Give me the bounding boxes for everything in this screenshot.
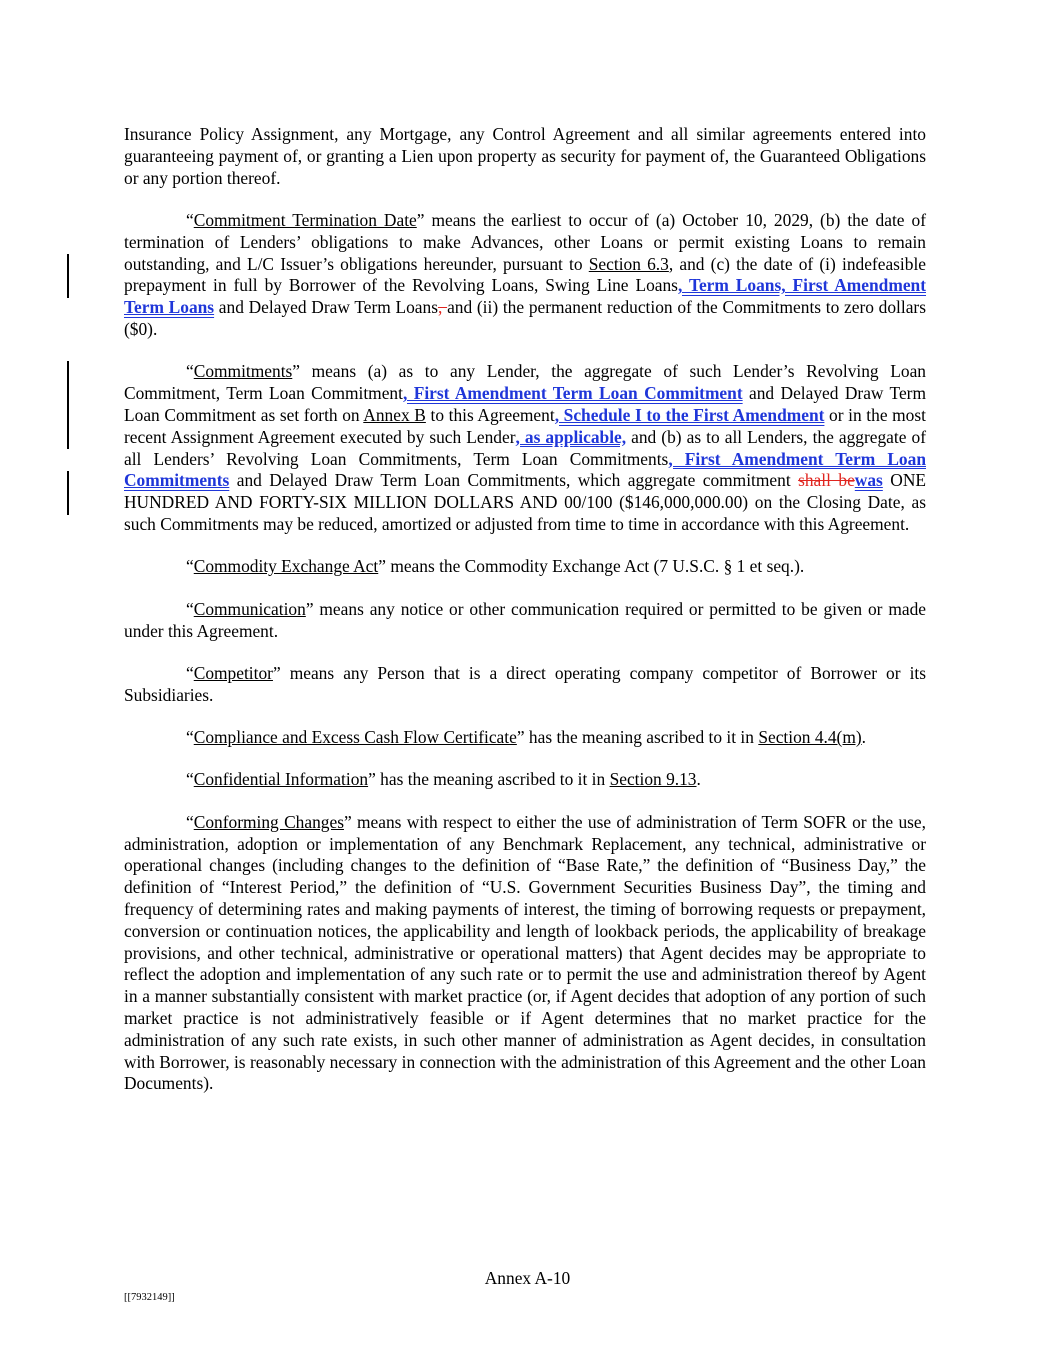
definition-text: , and (c) the date of (i) indefeasible prepayment in full by Borrower of the Revolving Loans, Swing Line Loans — [124, 253, 927, 296]
paragraph-text: Insurance Policy Assignment, any Mortgage, any Control Agreement and all similar agreements entered into guaranteeing payment of, or granting a Lien upon property as security for payment of, the Guaranteed Obligations or any portion thereof. — [124, 124, 926, 188]
defined-term: Compliance and Excess Cash Flow Certificate — [193, 727, 517, 748]
definition-commodity-exchange-act — [124, 556, 926, 578]
definition-text: to this Agreement — [425, 404, 555, 425]
change-bar — [67, 276, 69, 298]
document-page — [124, 124, 926, 1116]
definition-text: ” has the meaning ascribed to it in — [368, 769, 610, 790]
definition-competitor — [124, 663, 926, 707]
defined-term: Commodity Exchange Act — [193, 556, 379, 577]
defined-term: Confidential Information — [193, 769, 369, 790]
definition-text: and Delayed Draw Term Loan Commitment as set forth on — [124, 383, 926, 425]
section-reference: Section 6.3 — [588, 253, 669, 274]
definition-text: and Delayed Draw Term Loan Commitments, which aggregate commitment — [229, 470, 799, 491]
open-quote: “ — [186, 556, 194, 577]
definition-communication — [124, 599, 926, 643]
change-bar — [67, 493, 69, 515]
definition-text: ” means (a) as to any Lender, the aggregate of such Lender’s Revolving Loan Commitment, Term Loan Commitment — [124, 361, 926, 404]
open-quote: “ — [186, 727, 194, 748]
change-bar — [67, 254, 69, 276]
page-footer-label: Annex A-10 — [484, 1268, 571, 1288]
paragraph-continuation — [124, 124, 926, 189]
definition-text: . — [861, 727, 867, 748]
open-quote: “ — [186, 598, 194, 619]
inserted-text: , Term Loans, First Amendment Term Loans — [124, 275, 926, 318]
definition-text: ONE HUNDRED AND FORTY-SIX MILLION DOLLARS AND 00/100 ($146,000,000.00) on the Closing Date, as such Commitments may be reduced, amortized or adjusted from time to time in accordance with this Agreement. — [124, 470, 927, 534]
definition-compliance-certificate — [124, 727, 926, 749]
definition-text: ” means any Person that is a direct operating company competitor of Borrower or its Subsidiaries. — [124, 662, 926, 705]
definition-text: and Delayed Draw Term Loans — [214, 297, 438, 318]
annex-reference: Annex B — [363, 404, 426, 425]
defined-term: Commitments — [193, 361, 293, 382]
inserted-text: was — [854, 470, 883, 491]
definition-text: or in the most recent Assignment Agreement executed by such Lender — [124, 404, 926, 447]
definition-conforming-changes — [124, 812, 926, 1095]
definition-text: ” means the earliest to occur of (a) October 10, 2029, (b) the date of termination of Lenders’ obligations to make Advances, other Loans or permit existing Loans to remain outstanding, and L/C Issuer’s obligations hereunder, pursuant to — [124, 209, 926, 274]
defined-term: Conforming Changes — [193, 811, 344, 832]
definition-commitments — [124, 361, 926, 535]
section-reference: Section 4.4(m) — [758, 727, 862, 748]
open-quote: “ — [186, 209, 194, 230]
definition-text: and (ii) the permanent reduction of the Commitments to zero dollars ($0). — [124, 297, 926, 339]
change-bar — [67, 405, 69, 427]
inserted-text: , Schedule I to the First Amendment — [554, 404, 825, 425]
definition-text: and (b) as to all Lenders, the aggregate of all Lenders’ Revolving Loan Commitments, Term Loan Commitments — [124, 426, 926, 469]
change-bar — [67, 427, 69, 449]
document-id: [[7932149]] — [124, 1292, 175, 1303]
open-quote: “ — [186, 769, 194, 790]
deleted-text: , — [437, 297, 448, 318]
defined-term: Competitor — [193, 662, 273, 683]
definition-text: . — [696, 769, 701, 790]
deleted-text: shall be — [798, 470, 855, 491]
defined-term: Commitment Termination Date — [193, 209, 417, 230]
change-bar — [67, 361, 69, 405]
definition-text: ” means the Commodity Exchange Act (7 U.S.C. § 1 et seq.). — [378, 556, 805, 577]
open-quote: “ — [186, 811, 194, 832]
section-reference: Section 9.13 — [609, 769, 697, 790]
open-quote: “ — [186, 662, 194, 683]
definition-confidential-information — [124, 769, 926, 791]
definition-text: ” means with respect to either the use of administration of Term SOFR or the use, administration, adoption or implementation of any Benchmark Replacement, any technical, administrative or operational changes (including changes to the definition of “Base Rate,” the definition of “Business Day,” the definition of “Interest Period,” the definition of “U.S. Government Securities Business Day”, the timing and frequency of determining rates and making payments of interest, the timing of borrowing requests or prepayment, conversion or continuation notices, the applicability and length of lookback periods, the applicability of breakage provisions, and other technical, administrative or operational matters) that Agent decides may be appropriate to reflect the adoption and implementation of any such rate or to permit the use and administration thereof by Agent in a manner substantially consistent with market practice (or, if Agent decides that adoption of any portion of such market practice is not administratively feasible or if Agent determines that no market practice for the administration of any such rate exists, in such other manner of administration as Agent decides, in consultation with Borrower, is reasonably necessary in connection with the administration of this Agreement and the other Loan Documents). — [124, 811, 926, 1094]
open-quote: “ — [186, 361, 194, 382]
inserted-text: , First Amendment Term Loan Commitment — [402, 383, 743, 404]
inserted-text: , as applicable, — [515, 426, 627, 447]
definition-text: ” has the meaning ascribed to it in — [516, 727, 759, 748]
definition-text: ” means any notice or other communication required or permitted to be given or made under this Agreement. — [124, 598, 926, 641]
change-bar — [67, 471, 69, 493]
defined-term: Communication — [193, 598, 306, 619]
inserted-text: , First Amendment Term Loan Commitments — [124, 448, 926, 491]
definition-commitment-termination-date — [124, 210, 926, 341]
